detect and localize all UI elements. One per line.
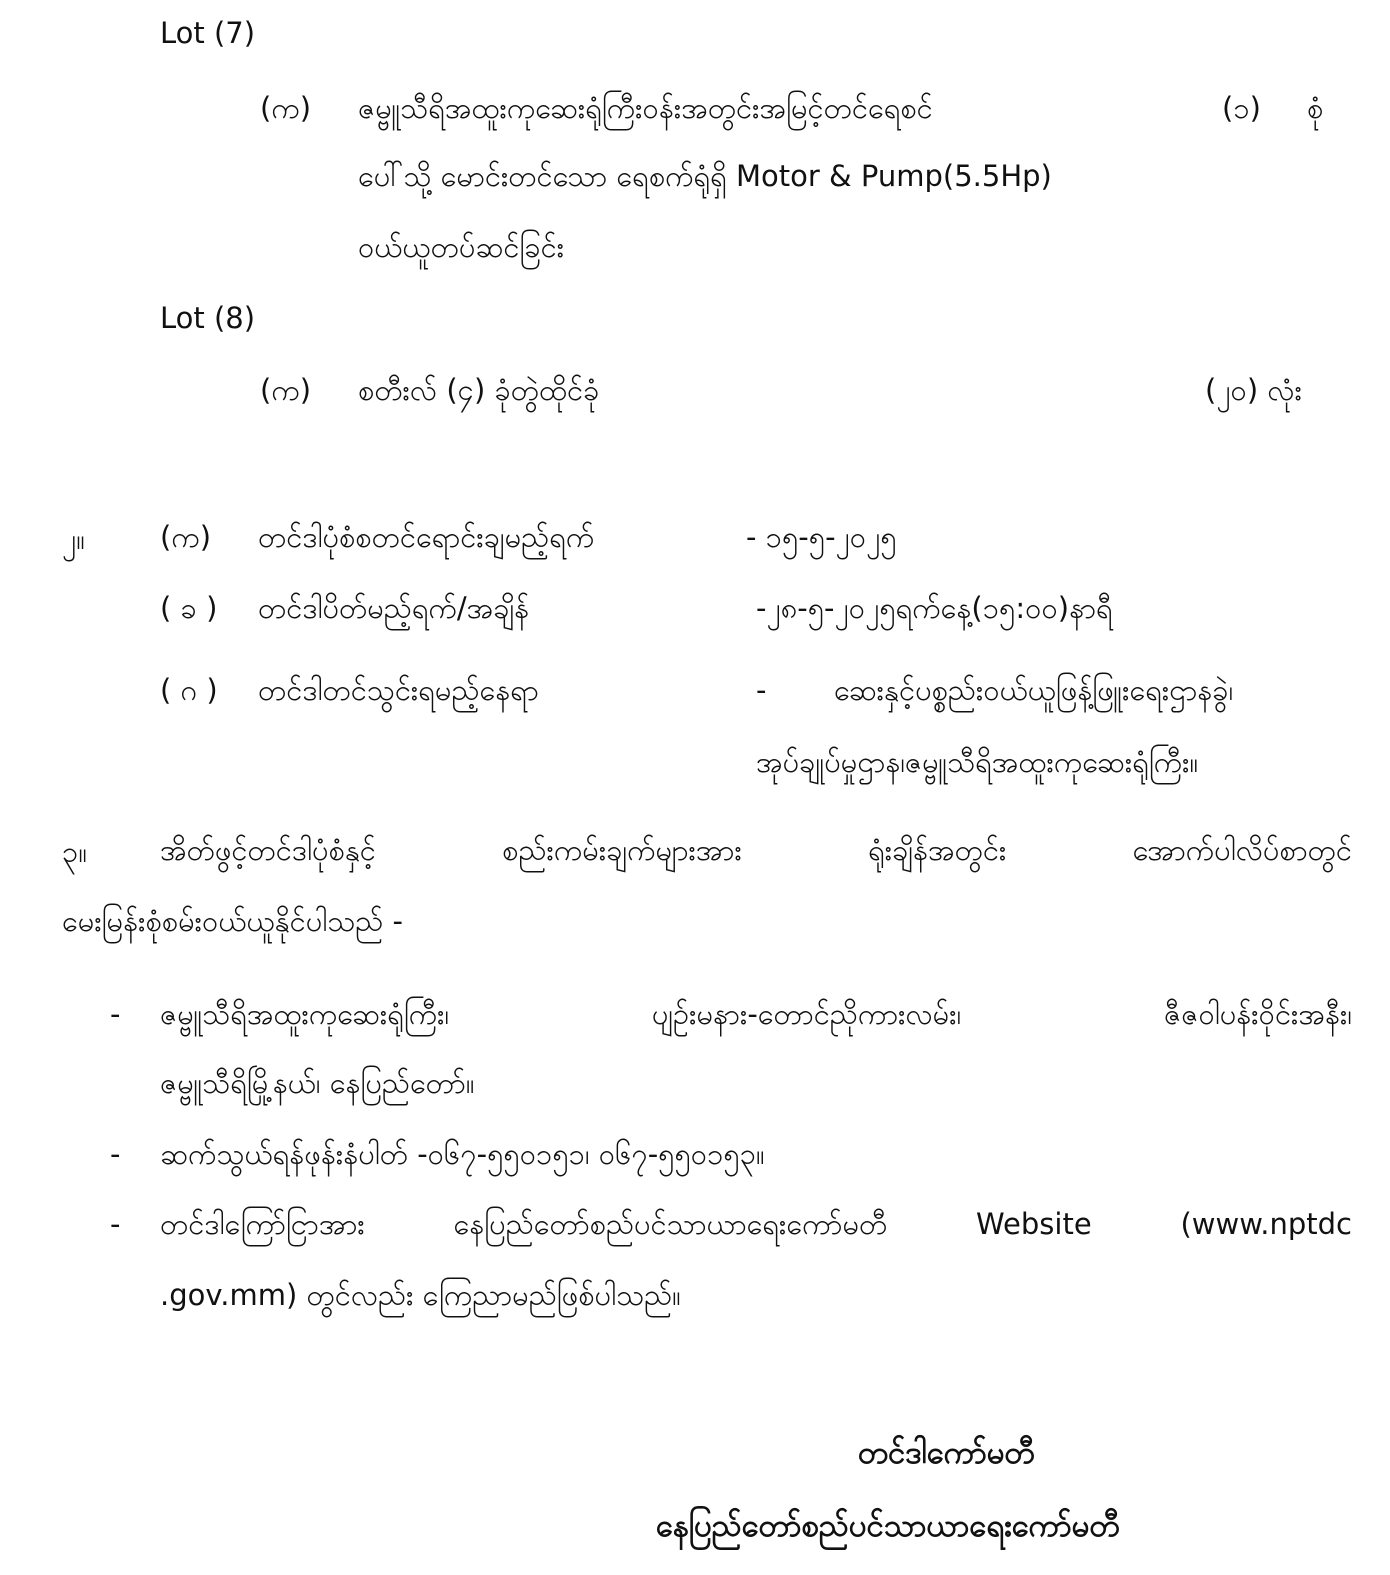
bullet-website-line1: တင်ဒါကြော်ငြာအား နေပြည်တော်စည်ပင်သာယာရေးကော်မတီ Website (www.nptdc	[160, 1207, 1352, 1241]
bullet-dash-address: -	[110, 997, 121, 1031]
bullet-dash-phone: -	[110, 1137, 121, 1171]
lot7-heading: Lot (7)	[160, 16, 256, 50]
section2-item-b-label: တင်ဒါပိတ်မည့်ရက်/အချိန်	[258, 591, 530, 625]
lot8-item-text: စတီးလ် (၄) ခုံတွဲထိုင်ခုံ	[358, 373, 600, 407]
bullet-address-line2: ဇမ္ဗူသီရိမြို့နယ်၊ နေပြည်တော်။	[160, 1066, 475, 1100]
section2-item-c-value-line2: အုပ်ချုပ်မှုဌာန၊ဇမ္ဗူသီရိအထူးကုဆေးရုံကြီး။	[756, 745, 1199, 779]
section2-item-b-value: -၂၈-၅-၂၀၂၅ရက်နေ့(၁၅:၀၀)နာရီ	[756, 591, 1113, 625]
section2-item-a-label: တင်ဒါပုံစံစတင်ရောင်းချမည့်ရက်	[258, 520, 595, 554]
section2-item-c-value-line1: ဆေးနှင့်ပစ္စည်းဝယ်ယူဖြန့်ဖြူးရေးဌာနခွဲ၊	[834, 673, 1234, 707]
lot7-item-marker: (က)	[260, 91, 312, 125]
lot7-item-qty: (၁)	[1222, 91, 1261, 125]
bullet-phone-line1: ဆက်သွယ်ရန်ဖုန်းနံပါတ် -၀၆၇-၅၅၀၁၅၁၊ ၀၆၇-၅၅၀၁၅၃။	[160, 1137, 765, 1171]
lot7-item-line2: ပေါ်သို့ မောင်းတင်သော ရေစက်ရုံရှိ Motor & Pump(5.5Hp)	[358, 159, 1052, 193]
signature-organization: နေပြည်တော်စည်ပင်သာယာရေးကော်မတီ	[656, 1508, 1120, 1544]
lot7-item-line1: ဇမ္ဗူသီရိအထူးကုဆေးရုံကြီးဝန်းအတွင်းအမြင့်တင်ရေစင်	[358, 91, 933, 125]
section3-number: ၃။	[62, 835, 88, 869]
section3-intro-line1: အိတ်ဖွင့်တင်ဒါပုံစံနှင့် စည်းကမ်းချက်များအား ရုံးချိန်အတွင်း အောက်ပါလိပ်စာတွင်	[160, 833, 1352, 867]
section2-item-a-marker: (က)	[160, 520, 212, 554]
section2-item-c-dash: -	[756, 673, 767, 707]
section2-item-b-marker: ( ခ )	[160, 591, 218, 625]
bullet-dash-website: -	[110, 1207, 121, 1241]
signature-committee: တင်ဒါကော်မတီ	[858, 1435, 1035, 1471]
section3-intro-line2: မေးမြန်းစုံစမ်းဝယ်ယူနိုင်ပါသည် -	[62, 904, 404, 938]
section2-item-c-label: တင်ဒါတင်သွင်းရမည့်နေရာ	[258, 673, 539, 707]
section2-item-a-value: - ၁၅-၅-၂၀၂၅	[746, 520, 897, 554]
lot8-item-qty: (၂၀) လုံး	[1205, 373, 1302, 407]
lot8-heading: Lot (8)	[160, 301, 256, 335]
section2-number: ၂။	[62, 522, 86, 556]
bullet-address-line1: ဇမ္ဗူသီရိအထူးကုဆေးရုံကြီး၊ ပျဉ်းမနား-တောင်ညိုကားလမ်း၊ ဇီဇဝါပန်းဝိုင်းအနီး၊	[160, 997, 1352, 1031]
bullet-website-line2: .gov.mm) တွင်လည်း ကြေညာမည်ဖြစ်ပါသည်။	[160, 1278, 681, 1312]
lot7-item-unit: စုံ	[1307, 91, 1324, 125]
lot7-item-line3: ဝယ်ယူတပ်ဆင်ခြင်း	[358, 230, 565, 264]
lot8-item-marker: (က)	[260, 373, 312, 407]
section2-item-c-marker: ( ဂ )	[160, 673, 218, 707]
